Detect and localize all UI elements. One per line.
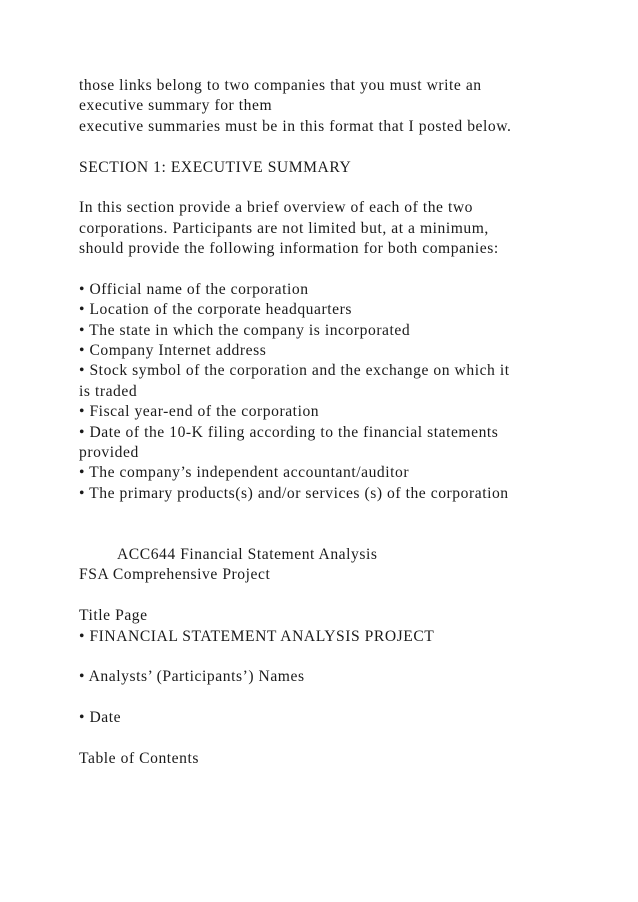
spacer — [79, 688, 619, 708]
section-paragraph-line-3: should provide the following information for both companies: — [79, 240, 499, 258]
spacer — [79, 729, 619, 749]
spacer — [79, 586, 619, 606]
spacer — [79, 137, 619, 157]
intro-line-1: those links belong to two companies that you must write an — [79, 77, 482, 94]
spacer — [79, 260, 619, 280]
bullet-item: • Company Internet address — [79, 342, 267, 360]
bullet-item: • Date of the 10-K filing according to the financial statements — [79, 423, 499, 441]
bullet-item: • The state in which the company is incorporated — [79, 321, 411, 339]
section-heading: SECTION 1: EXECUTIVE SUMMARY — [79, 158, 352, 176]
table-of-contents-label: Table of Contents — [79, 749, 199, 767]
document-body — [79, 76, 619, 769]
project-title: FSA Comprehensive Project — [79, 566, 271, 584]
section-paragraph-line-2: corporations. Participants are not limited but, at a minimum, — [79, 219, 489, 237]
bullet-item: • The primary products(s) and/or services (s) of the corporation — [79, 484, 509, 502]
section-paragraph-line-1: In this section provide a brief overview of each of the two — [79, 199, 474, 217]
title-page-item: • Analysts’ (Participants’) Names — [79, 668, 305, 686]
title-page-label: Title Page — [79, 607, 148, 625]
intro-line-2: executive summary for them — [79, 97, 273, 115]
spacer — [79, 525, 619, 545]
bullet-item: • Fiscal year-end of the corporation — [79, 403, 320, 421]
intro-line-3: executive summaries must be in this format that I posted below. — [79, 117, 512, 135]
course-title: ACC644 Financial Statement Analysis — [117, 545, 378, 563]
spacer — [79, 504, 619, 524]
bullet-item-continuation: provided — [79, 444, 139, 462]
bullet-item: • The company’s independent accountant/auditor — [79, 464, 410, 482]
bullet-item: • Stock symbol of the corporation and the exchange on which it — [79, 362, 510, 380]
spacer — [79, 647, 619, 667]
title-page-item: • FINANCIAL STATEMENT ANALYSIS PROJECT — [79, 627, 435, 645]
bullet-item: • Location of the corporate headquarters — [79, 301, 352, 319]
spacer — [79, 178, 619, 198]
bullet-item-continuation: is traded — [79, 382, 138, 400]
bullet-item: • Official name of the corporation — [79, 280, 309, 298]
title-page-item: • Date — [79, 709, 122, 727]
